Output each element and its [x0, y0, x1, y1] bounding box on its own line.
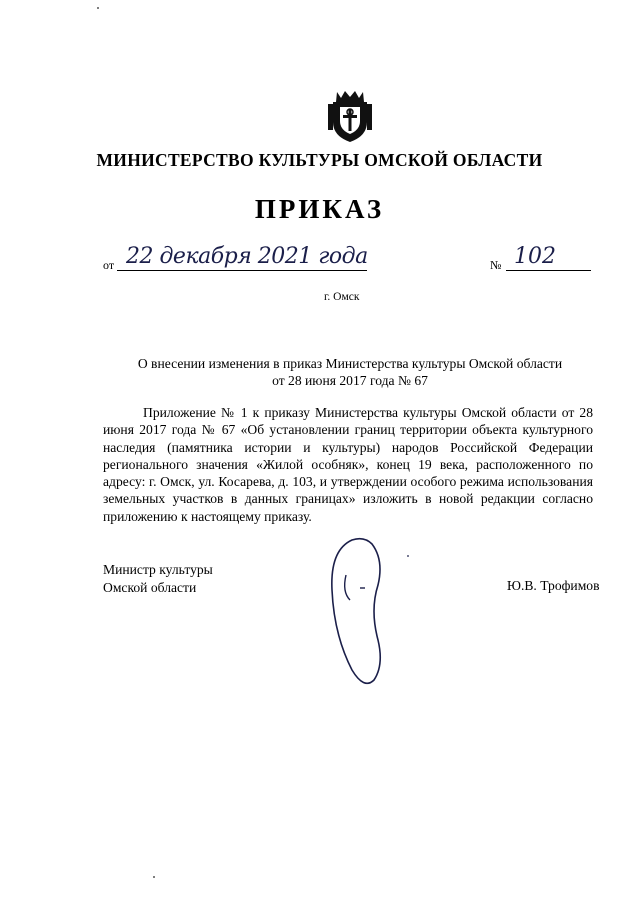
handwritten-signature-icon — [312, 530, 412, 700]
signatory-name: Ю.В. Трофимов — [507, 578, 600, 593]
signatory-title-line-2: Омской области — [103, 579, 197, 595]
scan-speck — [97, 7, 99, 9]
subject-line-1: О внесении изменения в приказ Министерства культуры Омской области — [137, 356, 563, 371]
number-underline — [506, 270, 591, 271]
handwritten-number: 102 — [514, 244, 556, 269]
city: г. Омск — [324, 291, 360, 303]
date-label: от — [103, 258, 115, 272]
scan-speck — [153, 876, 155, 878]
number-label: № — [490, 258, 502, 272]
handwritten-date: 22 декабря 2021 года — [126, 244, 368, 269]
date-underline — [117, 270, 367, 271]
document-type: ПРИКАЗ — [254, 194, 385, 224]
signatory-title-line-1: Министр культуры — [103, 562, 213, 577]
order-subject — [110, 355, 590, 389]
omsk-coat-of-arms-icon — [325, 88, 375, 144]
subject-line-2: от 28 июня 2017 года № 67 — [272, 373, 428, 388]
signatory-title — [103, 561, 213, 596]
order-body-paragraph: Приложение № 1 к приказу Министерства культуры Омской области от 28 июня 2017 года № 67 «Об установлении границ территории объекта культурного наследия (памятника истории и культуры) народов Российской Федерации регионального значения «Жилой особняк», конец 19 века, расположенного по адресу: г. Омск, ул. Косарева, д. 103, и утверждении особого режима использования земельных участков в данных границах» изложить в новой редакции согласно приложению к настоящему приказу. — [103, 405, 593, 524]
ministry-name: МИНИСТЕРСТВО КУЛЬТУРЫ ОМСКОЙ ОБЛАСТИ — [96, 150, 543, 170]
